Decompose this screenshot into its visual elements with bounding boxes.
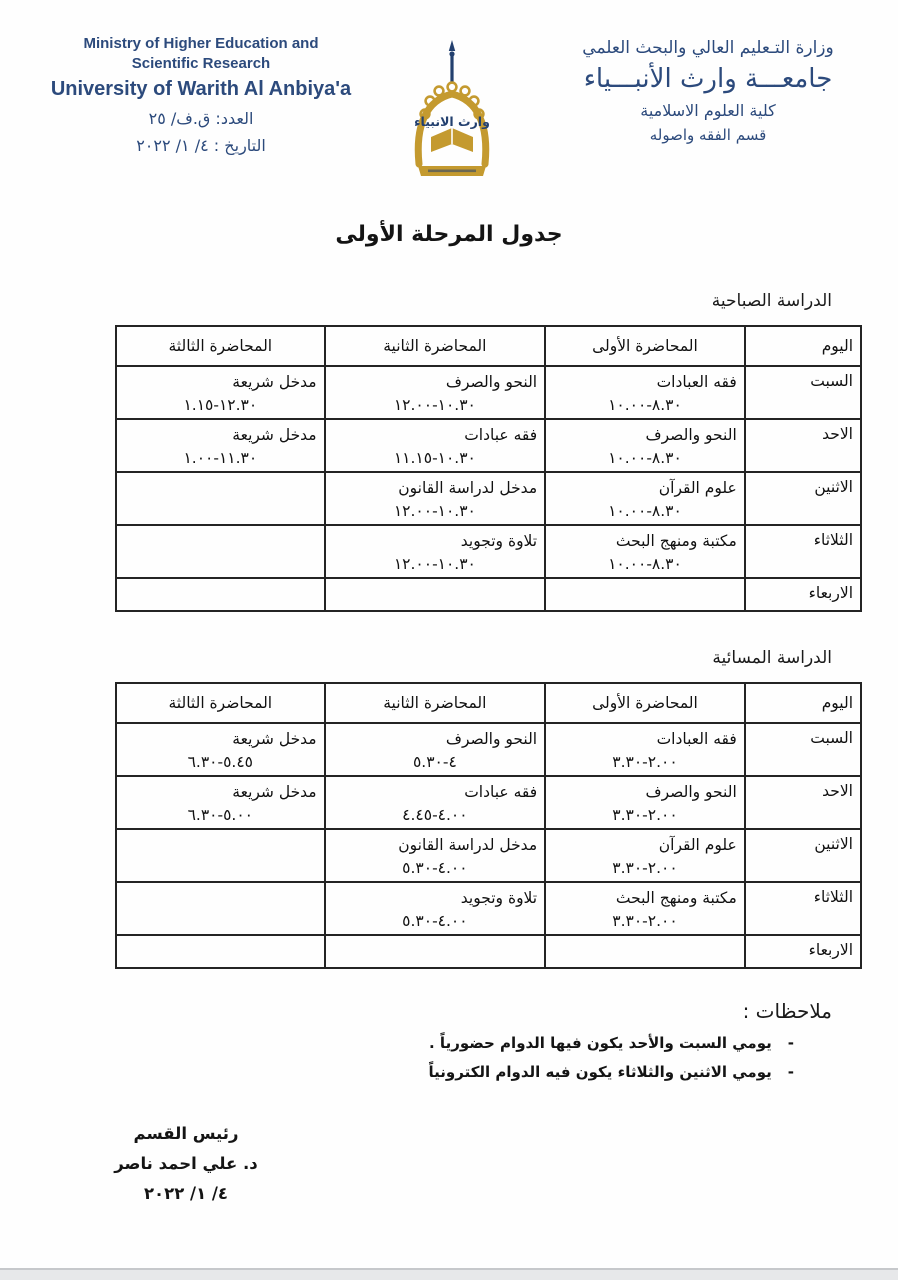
signature-block: [76, 1119, 296, 1209]
time: ٨.٣٠-١٠.٠٠: [608, 555, 682, 573]
table-row: [116, 578, 861, 611]
note-item: [0, 1063, 898, 1081]
column-header-third: المحاضرة الثالثة: [116, 683, 325, 723]
day-cell: الاربعاء: [745, 578, 861, 611]
subject: فقه عبادات: [464, 426, 538, 444]
column-header-day: اليوم: [745, 683, 861, 723]
table-row: [116, 935, 861, 968]
subject: فقه عبادات: [464, 783, 538, 801]
day-cell: الاربعاء: [745, 935, 861, 968]
dash-bullet: -: [787, 1034, 794, 1052]
table-row: [116, 723, 861, 776]
university-name-en: University of Warith Al Anbiya'a: [50, 78, 352, 100]
time: ٨.٣٠-١٠.٠٠: [608, 396, 682, 414]
column-header-second: المحاضرة الثانية: [325, 326, 546, 366]
subject: [117, 526, 324, 530]
time: ٥.٤٥-٦.٣٠: [187, 753, 253, 771]
dash-bullet: -: [787, 1063, 794, 1081]
table-row: [116, 829, 861, 882]
day-cell: الثلاثاء: [745, 882, 861, 935]
column-header-first: المحاضرة الأولى: [545, 683, 745, 723]
subject: علوم القرآن: [658, 479, 737, 497]
day-cell: الاحد: [745, 419, 861, 472]
minaret-icon: [449, 40, 455, 82]
signature-date: ٤/ ١/ ٢٠٢٢: [143, 1184, 228, 1203]
letterhead: [0, 0, 898, 190]
letterhead-right-block: [538, 34, 878, 144]
table-row: [116, 525, 861, 578]
document-number-line: العدد: ق.ف/ ٢٥: [148, 109, 254, 128]
subject: مدخل شريعة: [232, 783, 317, 801]
table-header-row: [116, 326, 861, 366]
day-cell: الاثنين: [745, 472, 861, 525]
subject: علوم القرآن: [658, 836, 737, 854]
table-row: [116, 776, 861, 829]
time: ١٠.٣٠-١٢.٠٠: [393, 555, 476, 573]
evening-schedule-table: [115, 682, 862, 969]
subject: مدخل لدراسة القانون: [398, 836, 538, 854]
subject: [117, 883, 324, 887]
subject: مكتبة ومنهج البحث: [615, 532, 737, 550]
subject: مدخل لدراسة القانون: [398, 479, 538, 497]
time: ٤.٠٠-٥.٣٠: [402, 912, 468, 930]
page-title: جدول المرحلة الأولى: [335, 222, 563, 247]
banner-ribbon-icon: [418, 166, 486, 176]
table-header-row: [116, 683, 861, 723]
time: ٢.٠٠-٣.٣٠: [612, 806, 678, 824]
time: ٢.٠٠-٣.٣٠: [612, 753, 678, 771]
subject: النحو والصرف: [645, 783, 737, 801]
notes-heading: ملاحظات :: [742, 999, 832, 1023]
university-name-ar: جامعـــة وارث الأنبـــياء: [583, 64, 833, 94]
logo-container: [366, 34, 538, 190]
evening-section-heading: الدراسة المسائية: [712, 648, 832, 668]
ministry-name-ar: وزارة التـعليم العالي والبحث العلمي: [582, 38, 834, 58]
table-row: [116, 419, 861, 472]
letterhead-left-block: [36, 34, 366, 155]
day-cell: الاثنين: [745, 829, 861, 882]
ministry-name-en-line1: Ministry of Higher Education and: [83, 35, 319, 52]
department-name-ar: قسم الفقه واصوله: [649, 126, 767, 144]
time: ٨.٣٠-١٠.٠٠: [608, 449, 682, 467]
time: ٥.٠٠-٦.٣٠: [187, 806, 253, 824]
signer-name: د. علي احمد ناصر: [114, 1154, 258, 1173]
subject: فقه العبادات: [656, 373, 737, 391]
open-book-icon: [431, 128, 473, 152]
time: ١٠.٣٠-١١.١٥: [393, 449, 476, 467]
subject: مدخل شريعة: [232, 373, 317, 391]
day-cell: السبت: [745, 723, 861, 776]
time: ٢.٠٠-٣.٣٠: [612, 912, 678, 930]
table-row: [116, 472, 861, 525]
time: ٤-٥.٣٠: [412, 753, 457, 771]
document-date-line: التاريخ : ٤/ ١/ ٢٠٢٢: [136, 136, 266, 155]
subject: مكتبة ومنهج البحث: [615, 889, 737, 907]
morning-schedule-table: [115, 325, 862, 612]
column-header-third: المحاضرة الثالثة: [116, 326, 325, 366]
subject: [117, 473, 324, 477]
table-row: [116, 366, 861, 419]
signer-title: رئيس القسم: [133, 1124, 239, 1143]
table-row: [116, 882, 861, 935]
morning-section-heading: الدراسة الصباحية: [711, 291, 832, 311]
ministry-name-en-line2: Scientific Research: [131, 55, 271, 72]
subject: مدخل شريعة: [232, 730, 317, 748]
time: ٨.٣٠-١٠.٠٠: [608, 502, 682, 520]
note-item: [0, 1034, 898, 1052]
scanned-page-edge: [0, 1268, 898, 1280]
time: ١٠.٣٠-١٢.٠٠: [393, 502, 476, 520]
note-text: يومي الاثنين والثلاثاء يكون فيه الدوام الكترونياً: [428, 1063, 772, 1081]
subject: النحو والصرف: [645, 426, 737, 444]
day-cell: الاحد: [745, 776, 861, 829]
college-name-ar: كلية العلوم الاسلامية: [640, 101, 776, 120]
time: ٤.٠٠-٥.٣٠: [402, 859, 468, 877]
note-text: يومي السبت والأحد يكون فيها الدوام حضورياً .: [429, 1034, 772, 1052]
logo-calligraphy-text: وارث الانبياء: [414, 114, 490, 129]
column-header-second: المحاضرة الثانية: [325, 683, 546, 723]
university-emblem-icon: [402, 40, 502, 190]
day-cell: السبت: [745, 366, 861, 419]
subject: تلاوة وتجويد: [460, 532, 538, 550]
subject: فقه العبادات: [656, 730, 737, 748]
time: ١٢.٣٠-١.١٥: [183, 396, 258, 414]
time: ١٠.٣٠-١٢.٠٠: [393, 396, 476, 414]
time: ٢.٠٠-٣.٣٠: [612, 859, 678, 877]
subject: [117, 830, 324, 834]
subject: تلاوة وتجويد: [460, 889, 538, 907]
column-header-first: المحاضرة الأولى: [545, 326, 745, 366]
subject: النحو والصرف: [445, 373, 538, 391]
time: ٤.٠٠-٤.٤٥: [402, 806, 468, 824]
subject: مدخل شريعة: [232, 426, 317, 444]
time: ١١.٣٠-١.٠٠: [183, 449, 258, 467]
column-header-day: اليوم: [745, 326, 861, 366]
subject: النحو والصرف: [445, 730, 538, 748]
day-cell: الثلاثاء: [745, 525, 861, 578]
